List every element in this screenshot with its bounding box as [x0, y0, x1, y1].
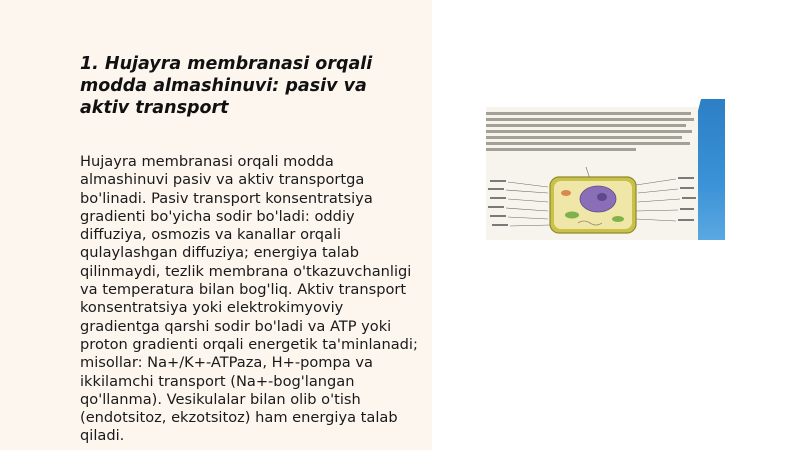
slide-title: 1. Hujayra membranasi orqali modda almashinuvi: pasiv va aktiv transport: [80, 54, 373, 118]
scanned-textbook-page: [486, 107, 698, 240]
cell-diagram-figure: [474, 99, 725, 240]
slide-body-text: Hujayra membranasi orqali modda almashinuvi pasiv va aktiv transportga bo'linadi. Pasiv transport konsentratsiya gradienti bo'yicha sodir bo'ladi: oddiy diffuziya, osmozis va kanallar orqali qulaylashgan diffuziya; energiya talab qilinmaydi, tezlik membrana o'tkazuvchanligi va temperatura bilan bog'liq. Aktiv transport konsentratsiya yoki elektrokimyoviy gradientga qarshi sodir bo'ladi va ATP yoki proton gradienti orqali energetik ta'minlanadi; misollar: Na+/K+-ATPaza, H+-pompa va ikkilamchi transport (Na+-bog'langan qo'llanma). Vesikulalar bilan olib o'tish (endotsitoz, ekzotsitoz) ham energiya talab qiladi.: [80, 153, 418, 445]
plant-cell-illustration: [486, 107, 698, 240]
